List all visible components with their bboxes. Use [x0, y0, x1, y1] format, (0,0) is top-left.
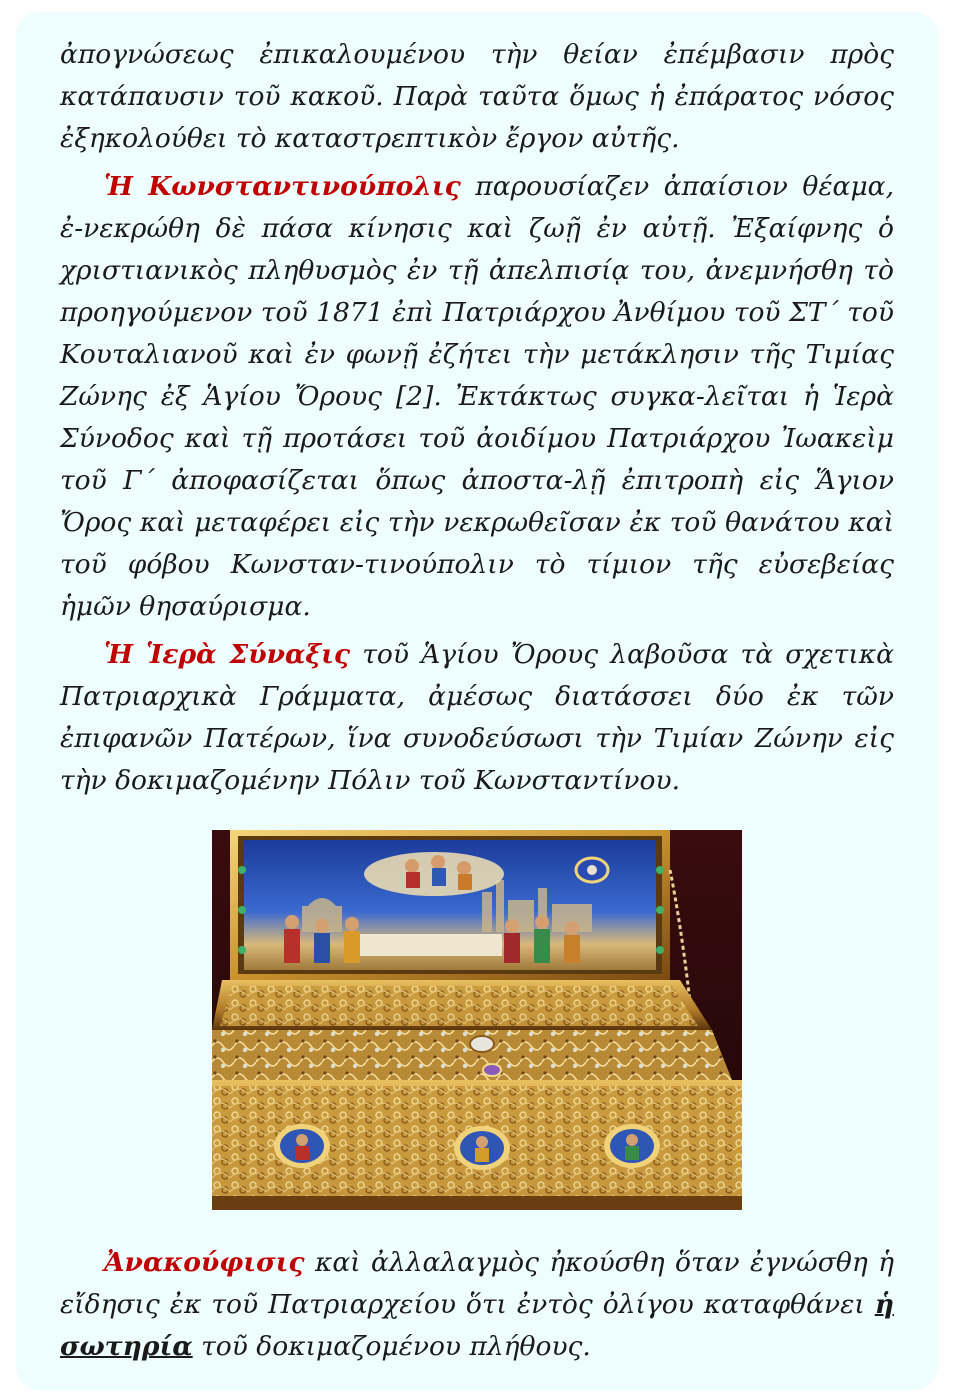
highlight-holy-synaxis: Ἡ Ἱερὰ Σύναξις: [104, 639, 351, 670]
reliquary-image: [212, 830, 742, 1210]
paragraph-4-text-before: καὶ ἀλλαλαγμὸς ἠκούσθη ὅταν ἐγνώσθη ἡ εἴδησις ἐκ τοῦ Πατριαρχείου ὅτι ἐντὸς ὀλίγου καταφθάνει: [60, 1247, 894, 1320]
paragraph-2-text: παρουσίαζεν ἀπαίσιον θέαμα, ἐ-νεκρώθη δὲ πάσα κίνησις καὶ ζωῇ ἐν αὐτῇ. Ἐξαίφνης ὁ χριστιανικὸς πληθυσμὸς ἐν τῇ ἀπελπισίᾳ του, ἀνεμνήσθη τὸ προηγούμενον τοῦ 1871 ἐπὶ Πατριάρχου Ἀνθίμου τοῦ ΣΤ΄ τοῦ Κουταλιανοῦ καὶ ἐν φωνῇ ἐζήτει τὴν μετάκλησιν τῆς Τιμίας Ζώνης ἐξ Ἁγίου Ὄρους [2]. Ἐκτάκτως συγκα-λεῖται ἡ Ἱερὰ Σύνοδος καὶ τῇ προτάσει τοῦ ἀοιδίμου Πατριάρχου Ἰωακεὶμ τοῦ Γ΄ ἀποφασίζεται ὅπως ἀποστα-λῇ ἐπιτροπὴ εἰς Ἅγιον Ὄρος καὶ μεταφέρει εἰς τὴν νεκρωθεῖσαν ἐκ τοῦ θανάτου καὶ τοῦ φόβου Κωνσταν-τινούπολιν τὸ τίμιον τῆς εὐσεβείας ἡμῶν θησαύρισμα.: [60, 171, 894, 622]
paragraph-1: [60, 34, 894, 160]
paragraph-4-text-after: τοῦ δοκιμαζομένου πλήθους.: [192, 1331, 591, 1362]
highlight-relief: Ἀνακούφισις: [104, 1247, 305, 1278]
paragraph-4: [60, 1242, 894, 1368]
paragraph-3: [60, 634, 894, 802]
paragraph-2: [60, 166, 894, 628]
paragraph-1-text: ἀπογνώσεως ἐπικαλουμένου τὴν θείαν ἐπέμβασιν πρὸς κατάπαυσιν τοῦ κακοῦ. Παρὰ ταῦτα ὅμως ἡ ἐπάρατος νόσος ἐξηκολούθει τὸ καταστρεπτικὸν ἔργον αὐτῆς.: [60, 39, 894, 154]
text-panel: [16, 12, 938, 1390]
reliquary-photo: [212, 830, 742, 1210]
paragraph-3-text: τοῦ Ἁγίου Ὄρους λαβοῦσα τὰ σχετικὰ Πατριαρχικὰ Γράμματα, ἀμέσως διατάσσει δύο ἐκ τῶν ἐπιφανῶν Πατέρων, ἵνα συνοδεύσωσι τὴν Τιμίαν Ζώνην εἰς τὴν δοκιμαζομένην Πόλιν τοῦ Κωνσταντίνου.: [60, 639, 894, 796]
highlight-constantinople: Ἡ Κωνσταντινούπολις: [104, 171, 461, 202]
underlined-salvation: ἡ σωτηρία: [60, 1289, 894, 1362]
